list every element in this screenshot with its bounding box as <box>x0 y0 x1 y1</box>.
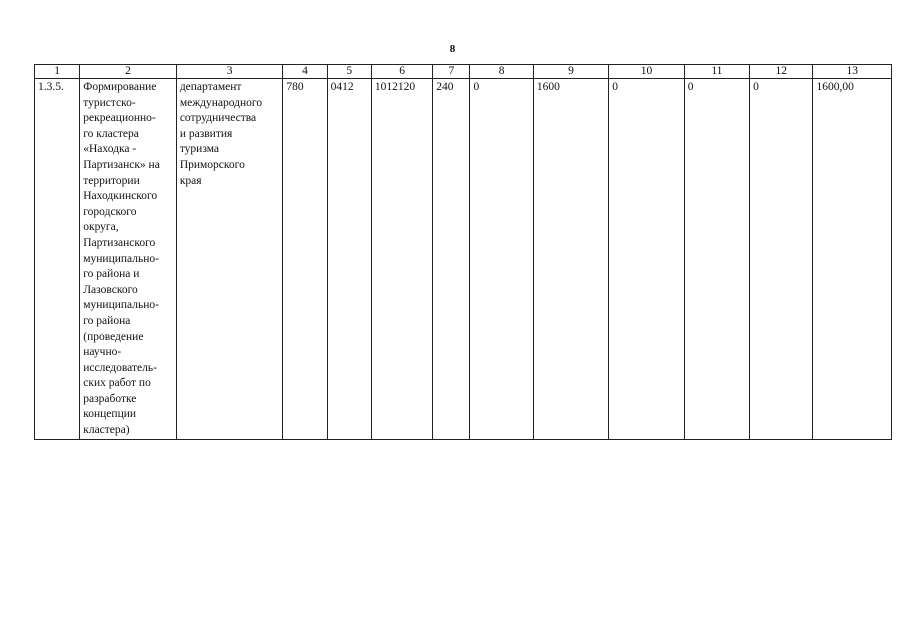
column-header-11: 11 <box>684 65 749 79</box>
header-row <box>35 65 892 79</box>
responsible-department-cell: департамент международного сотрудничества и развития туризма Приморского края <box>176 79 283 440</box>
column-10-cell: 0 <box>609 79 684 440</box>
column-5-cell: 0412 <box>327 79 371 440</box>
column-header-12: 12 <box>750 65 813 79</box>
column-header-9: 9 <box>533 65 608 79</box>
column-13-cell: 1600,00 <box>813 79 892 440</box>
table-row <box>35 79 892 440</box>
column-header-2: 2 <box>80 65 177 79</box>
column-6-cell: 1012120 <box>371 79 432 440</box>
item-description-cell: Формирование туристско- рекреационно- го кластера «Находка - Партизанск» на территории Находкинского городского округа, Партизанского муниципально- го района и Лазовского муниципально- го района (проведение научно- исследователь- ских работ по разработке концепции кластера) <box>80 79 177 440</box>
column-header-5: 5 <box>327 65 371 79</box>
budget-table <box>34 64 892 440</box>
column-header-4: 4 <box>283 65 327 79</box>
column-11-cell: 0 <box>684 79 749 440</box>
page-number: 8 <box>449 43 456 55</box>
column-header-7: 7 <box>433 65 470 79</box>
column-12-cell: 0 <box>750 79 813 440</box>
column-9-cell: 1600 <box>533 79 608 440</box>
item-number-cell: 1.3.5. <box>35 79 80 440</box>
column-header-8: 8 <box>470 65 533 79</box>
column-4-cell: 780 <box>283 79 327 440</box>
column-7-cell: 240 <box>433 79 470 440</box>
column-8-cell: 0 <box>470 79 533 440</box>
column-header-13: 13 <box>813 65 892 79</box>
column-header-10: 10 <box>609 65 684 79</box>
column-header-1: 1 <box>35 65 80 79</box>
column-header-6: 6 <box>371 65 432 79</box>
column-header-3: 3 <box>176 65 283 79</box>
